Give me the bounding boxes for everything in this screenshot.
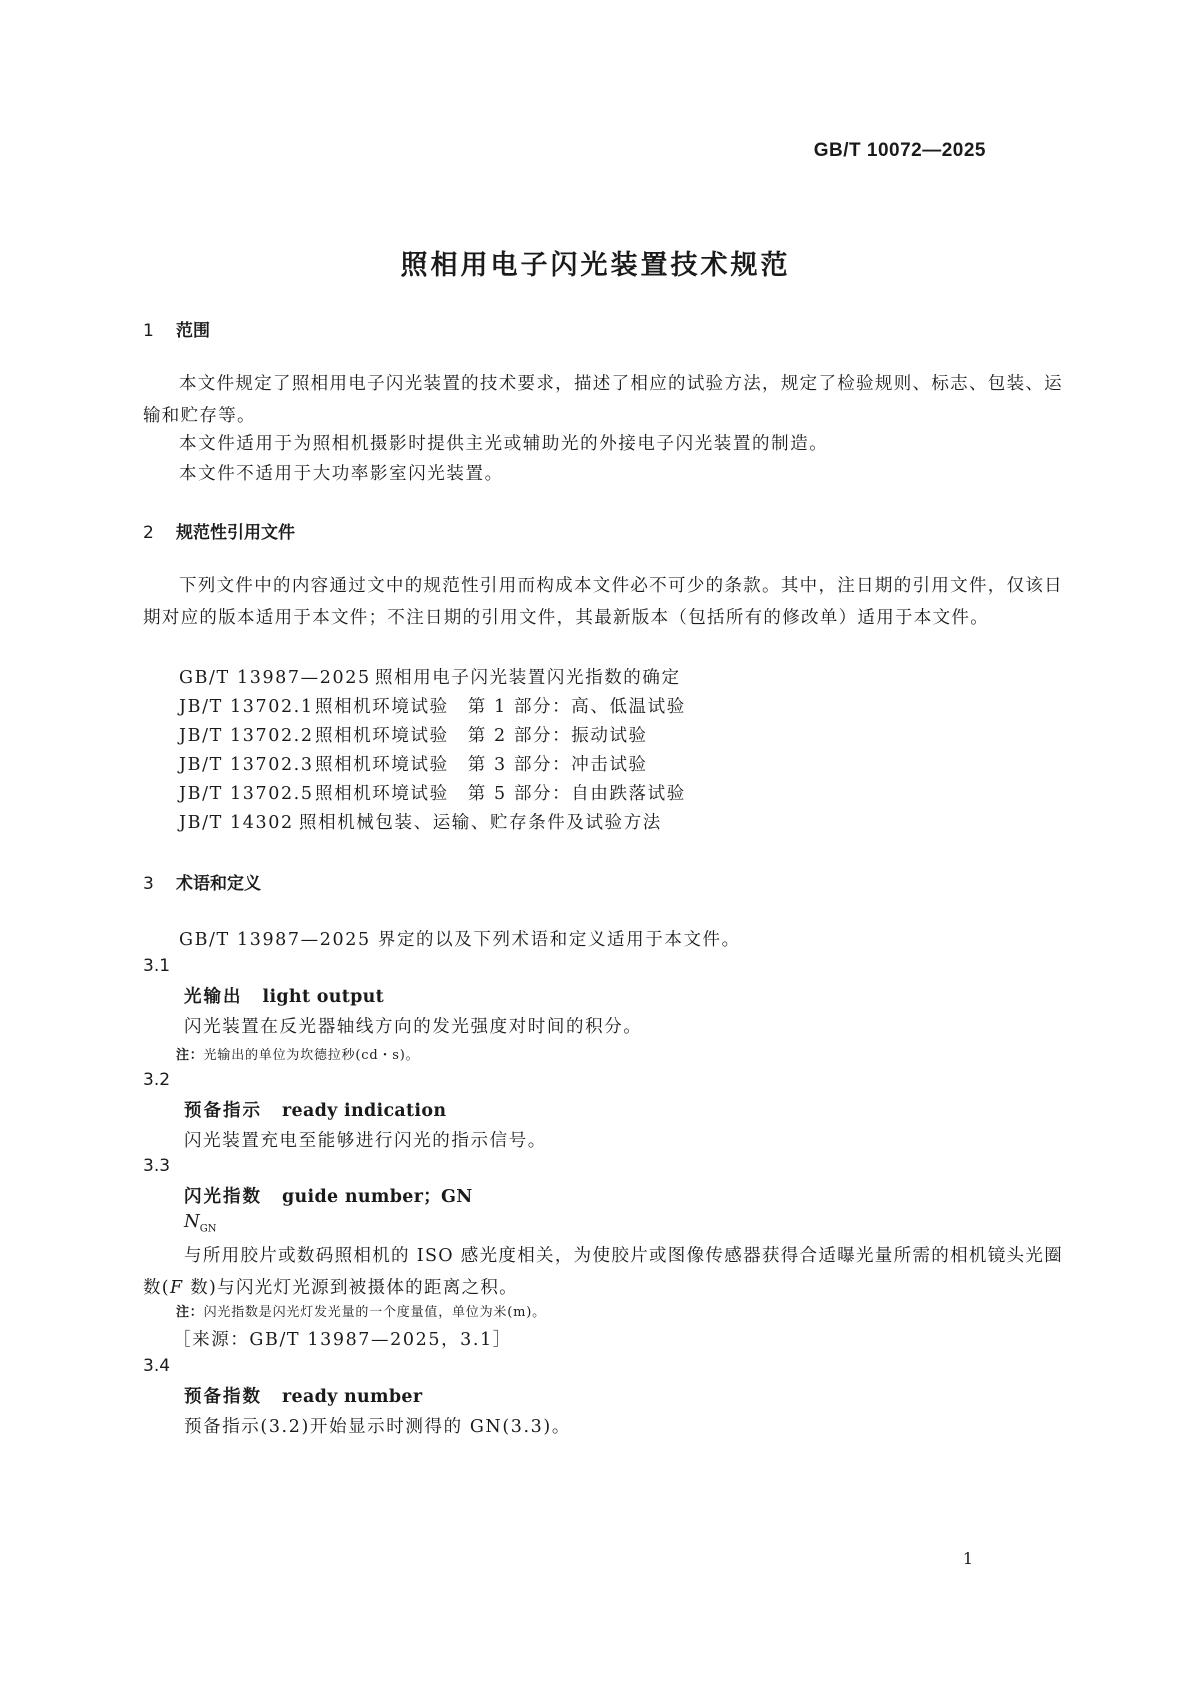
reference-title: 照相用电子闪光装置闪光指数的确定: [375, 668, 681, 688]
definition-text-b: 数)与闪光灯光源到被摄体的距离之积。: [183, 1278, 518, 1298]
scope-paragraph-1: 本文件规定了照相用电子闪光装置的技术要求，描述了相应的试验方法，规定了检验规则、标志、包装、运输和贮存等。: [143, 374, 1063, 426]
term-definition: 闪光装置在反光器轴线方向的发光强度对时间的积分。: [184, 1017, 643, 1037]
term-definition: [143, 1240, 1063, 1304]
document-title: 照相用电子闪光装置技术规范: [400, 250, 791, 281]
reference-item: [179, 751, 648, 776]
section-2-heading: [143, 518, 295, 543]
section-3-heading: [143, 869, 261, 894]
term-name-en: ready indication: [282, 1101, 447, 1121]
note-label: 注：: [176, 1048, 204, 1063]
section-number: 3: [143, 874, 154, 894]
reference-item: [179, 780, 686, 805]
term-name: [184, 1097, 446, 1122]
term-name-zh: 光输出: [184, 987, 243, 1007]
term-number: 3.2: [143, 1070, 171, 1090]
definition-f-symbol: F: [169, 1278, 184, 1298]
reference-code: GB/T 13987—2025: [179, 668, 371, 688]
section-1-heading: [143, 316, 210, 341]
term-number: 3.4: [143, 1356, 171, 1376]
note-label: 注：: [176, 1305, 204, 1320]
term-name-en: light output: [262, 987, 385, 1007]
term-name: [184, 1183, 473, 1208]
section-title: 规范性引用文件: [176, 523, 295, 543]
term-number: 3.1: [143, 956, 171, 976]
reference-title: 照相机环境试验 第 1 部分：高、低温试验: [315, 697, 686, 717]
reference-code: JB/T 13702.1: [179, 697, 314, 717]
section-number: 1: [143, 321, 154, 341]
reference-title: 照相机环境试验 第 5 部分：自由跌落试验: [315, 784, 686, 804]
reference-item: [179, 693, 686, 718]
section-title: 术语和定义: [176, 874, 261, 894]
reference-title: 照相机环境试验 第 3 部分：冲击试验: [315, 755, 648, 775]
reference-item: [179, 809, 662, 834]
term-number: 3.3: [143, 1156, 171, 1176]
definition-text-a: 与所用胶片或数码照相机的 ISO 感光度相关，为使胶片或图像传感器获得合适曝光量所需的相机镜头光圈数(: [143, 1246, 1063, 1298]
normative-references-intro: 下列文件中的内容通过文中的规范性引用而构成本文件必不可少的条款。其中，注日期的引用文件，仅该日期对应的版本适用于本文件；不注日期的引用文件，其最新版本（包括所有的修改单）适用于本文件。: [143, 576, 1063, 628]
reference-title: 照相机械包装、运输、贮存条件及试验方法: [299, 813, 662, 833]
scope-paragraph-2: 本文件适用于为照相机摄影时提供主光或辅助光的外接电子闪光装置的制造。: [179, 434, 829, 454]
reference-code: JB/T 13702.5: [179, 784, 314, 804]
reference-code: JB/T 14302: [179, 813, 294, 833]
section-number: 2: [143, 523, 154, 543]
note-text: 闪光指数是闪光灯发光量的一个度量值，单位为米(m)。: [203, 1305, 546, 1320]
section-title: 范围: [176, 321, 210, 341]
term-source: ［来源：GB/T 13987—2025，3.1］: [173, 1330, 512, 1350]
term-name-zh: 预备指数: [184, 1387, 262, 1407]
term-note: [176, 1301, 546, 1320]
term-note: [176, 1044, 419, 1063]
term-name-en: guide number；GN: [282, 1187, 473, 1207]
page-number: 1: [962, 1549, 973, 1568]
term-definition: 闪光装置充电至能够进行闪光的指示信号。: [184, 1131, 547, 1151]
scope-paragraph-3: 本文件不适用于大功率影室闪光装置。: [179, 464, 504, 484]
symbol-letter: N: [184, 1211, 200, 1232]
reference-item: [179, 664, 681, 689]
term-name: [184, 983, 384, 1008]
term-definition: 预备指示(3.2)开始显示时测得的 GN(3.3)。: [184, 1417, 571, 1437]
reference-code: JB/T 13702.3: [179, 755, 314, 775]
reference-item: [179, 722, 648, 747]
symbol-subscript: GN: [199, 1223, 217, 1235]
reference-title: 照相机环境试验 第 2 部分：振动试验: [315, 726, 648, 746]
terms-intro: GB/T 13987—2025 界定的以及下列术语和定义适用于本文件。: [179, 930, 741, 950]
term-name-zh: 预备指示: [184, 1101, 262, 1121]
term-symbol: [184, 1211, 217, 1235]
term-name: [184, 1383, 422, 1408]
reference-code: JB/T 13702.2: [179, 726, 314, 746]
note-text: 光输出的单位为坎德拉秒(cd・s)。: [203, 1048, 420, 1063]
standard-code: GB/T 10072—2025: [813, 140, 986, 161]
term-name-en: ready number: [282, 1387, 423, 1407]
term-name-zh: 闪光指数: [184, 1187, 262, 1207]
